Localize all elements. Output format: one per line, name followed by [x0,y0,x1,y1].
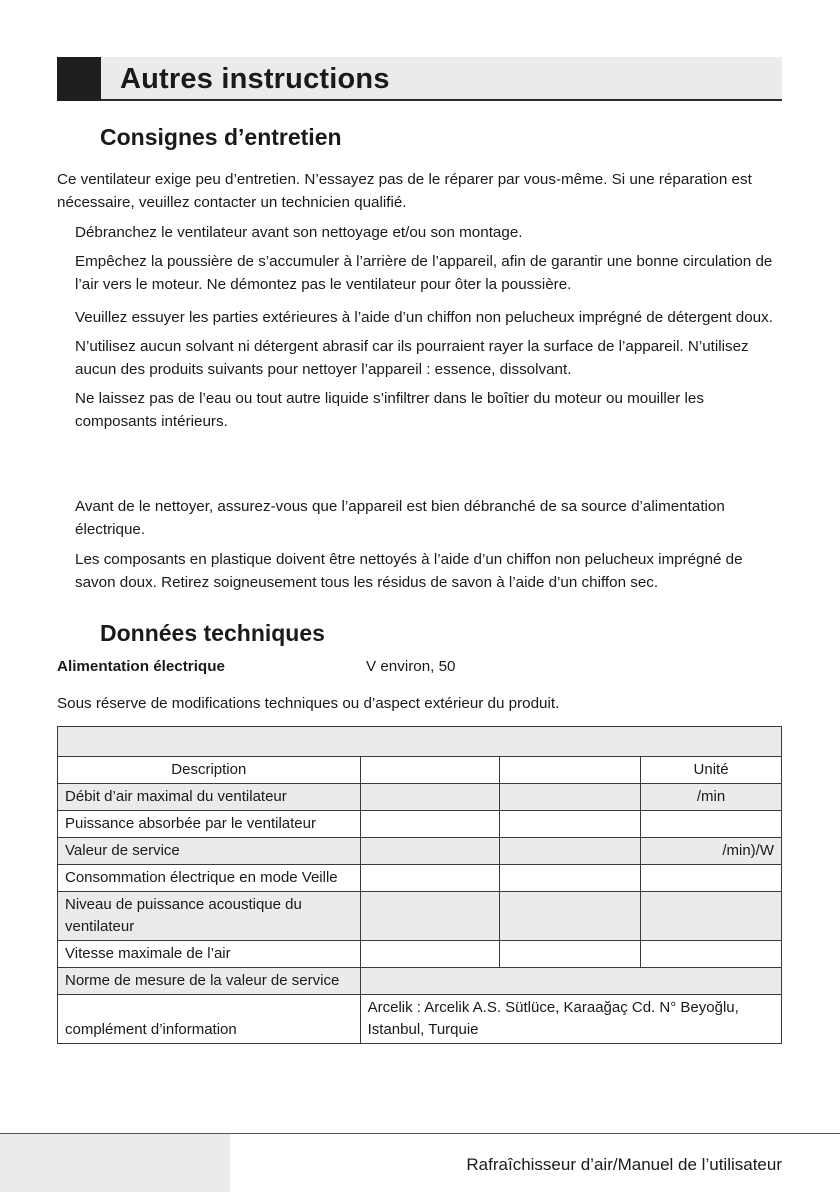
row-label: Vitesse maximale de l’air [58,941,361,968]
header-unit: Unité [641,757,782,784]
row-unit [641,811,782,838]
maintenance-intro: Ce ventilateur exige peu d’entretien. N’essayez pas de le réparer par vous-même. Si une réparation est nécessaire, veuillez contacter un technicien qualifié. [57,171,752,211]
cleaning-item-1: Avant de le nettoyer, assurez-vous que l’appareil est bien débranché de sa source d’alimentation électrique. [75,498,725,538]
row-unit [641,892,782,941]
maintenance-heading: Consignes d’entretien [100,124,342,150]
contact-label: complément d’information [58,995,361,1044]
row-label: Niveau de puissance acoustique du ventilateur [58,892,361,941]
row-label: Puissance absorbée par le ventilateur [58,811,361,838]
maintenance-item-1: Débranchez le ventilateur avant son nettoyage et/ou son montage. [75,224,523,241]
table-title-row [58,727,782,757]
table-row [58,838,782,865]
section-header-bar [57,57,782,101]
technical-heading: Données techniques [100,620,325,646]
contact-value: Arcelik : Arcelik A.S. Sütlüce, Karaağaç Cd. N° Beyoğlu, Istanbul, Turquie [360,995,781,1044]
power-value: V environ, 50 [366,658,456,675]
section-marker-block [57,57,101,101]
row-unit: /min [641,784,782,811]
maintenance-item-2: Empêchez la poussière de s’accumuler à l’arrière de l’appareil, afin de garantir une bonne circulation de l’air vers le moteur. Ne démontez pas le ventilateur pour ôter la poussière. [75,253,773,293]
row-unit [641,941,782,968]
footer-shade-box [0,1134,230,1192]
row-label: Consommation électrique en mode Veille [58,865,361,892]
cleaning-item-2: Les composants en plastique doivent être nettoyés à l’aide d’un chiffon non pelucheux imprégné de savon doux. Retirez soigneusement tous les résidus de savon à l’aide d’un chiffon sec. [75,551,743,591]
maintenance-item-3: Veuillez essuyer les parties extérieures à l’aide d’un chiffon non pelucheux imprégné de détergent doux. [75,309,773,326]
footer-title: Rafraîchisseur d’air/Manuel de l’utilisateur [466,1155,782,1174]
table-row [58,811,782,838]
row-label: Débit d’air maximal du ventilateur [58,784,361,811]
table-norm-row [58,968,782,995]
table-contact-row [58,995,782,1044]
row-unit [641,865,782,892]
technical-note: Sous réserve de modifications techniques ou d’aspect extérieur du produit. [57,695,560,712]
maintenance-item-4: N’utilisez aucun solvant ni détergent abrasif car ils pourraient rayer la surface de l’appareil. N’utilisez aucun des produits suivants pour nettoyer l’appareil : essence, dissolvant. [75,338,749,378]
table-row [58,784,782,811]
table-header-row [58,757,782,784]
table-row [58,892,782,941]
header-description: Description [58,757,361,784]
section-title: Autres instructions [120,63,390,95]
table-row [58,865,782,892]
technical-data-table [57,726,782,1044]
row-unit: /min)/W [641,838,782,865]
maintenance-item-5: Ne laissez pas de l’eau ou tout autre liquide s’infiltrer dans le boîtier du moteur ou mouiller les composants intérieurs. [75,390,704,430]
table-row [58,941,782,968]
norm-label: Norme de mesure de la valeur de service [58,968,361,995]
power-label: Alimentation électrique [57,658,225,675]
row-label: Valeur de service [58,838,361,865]
